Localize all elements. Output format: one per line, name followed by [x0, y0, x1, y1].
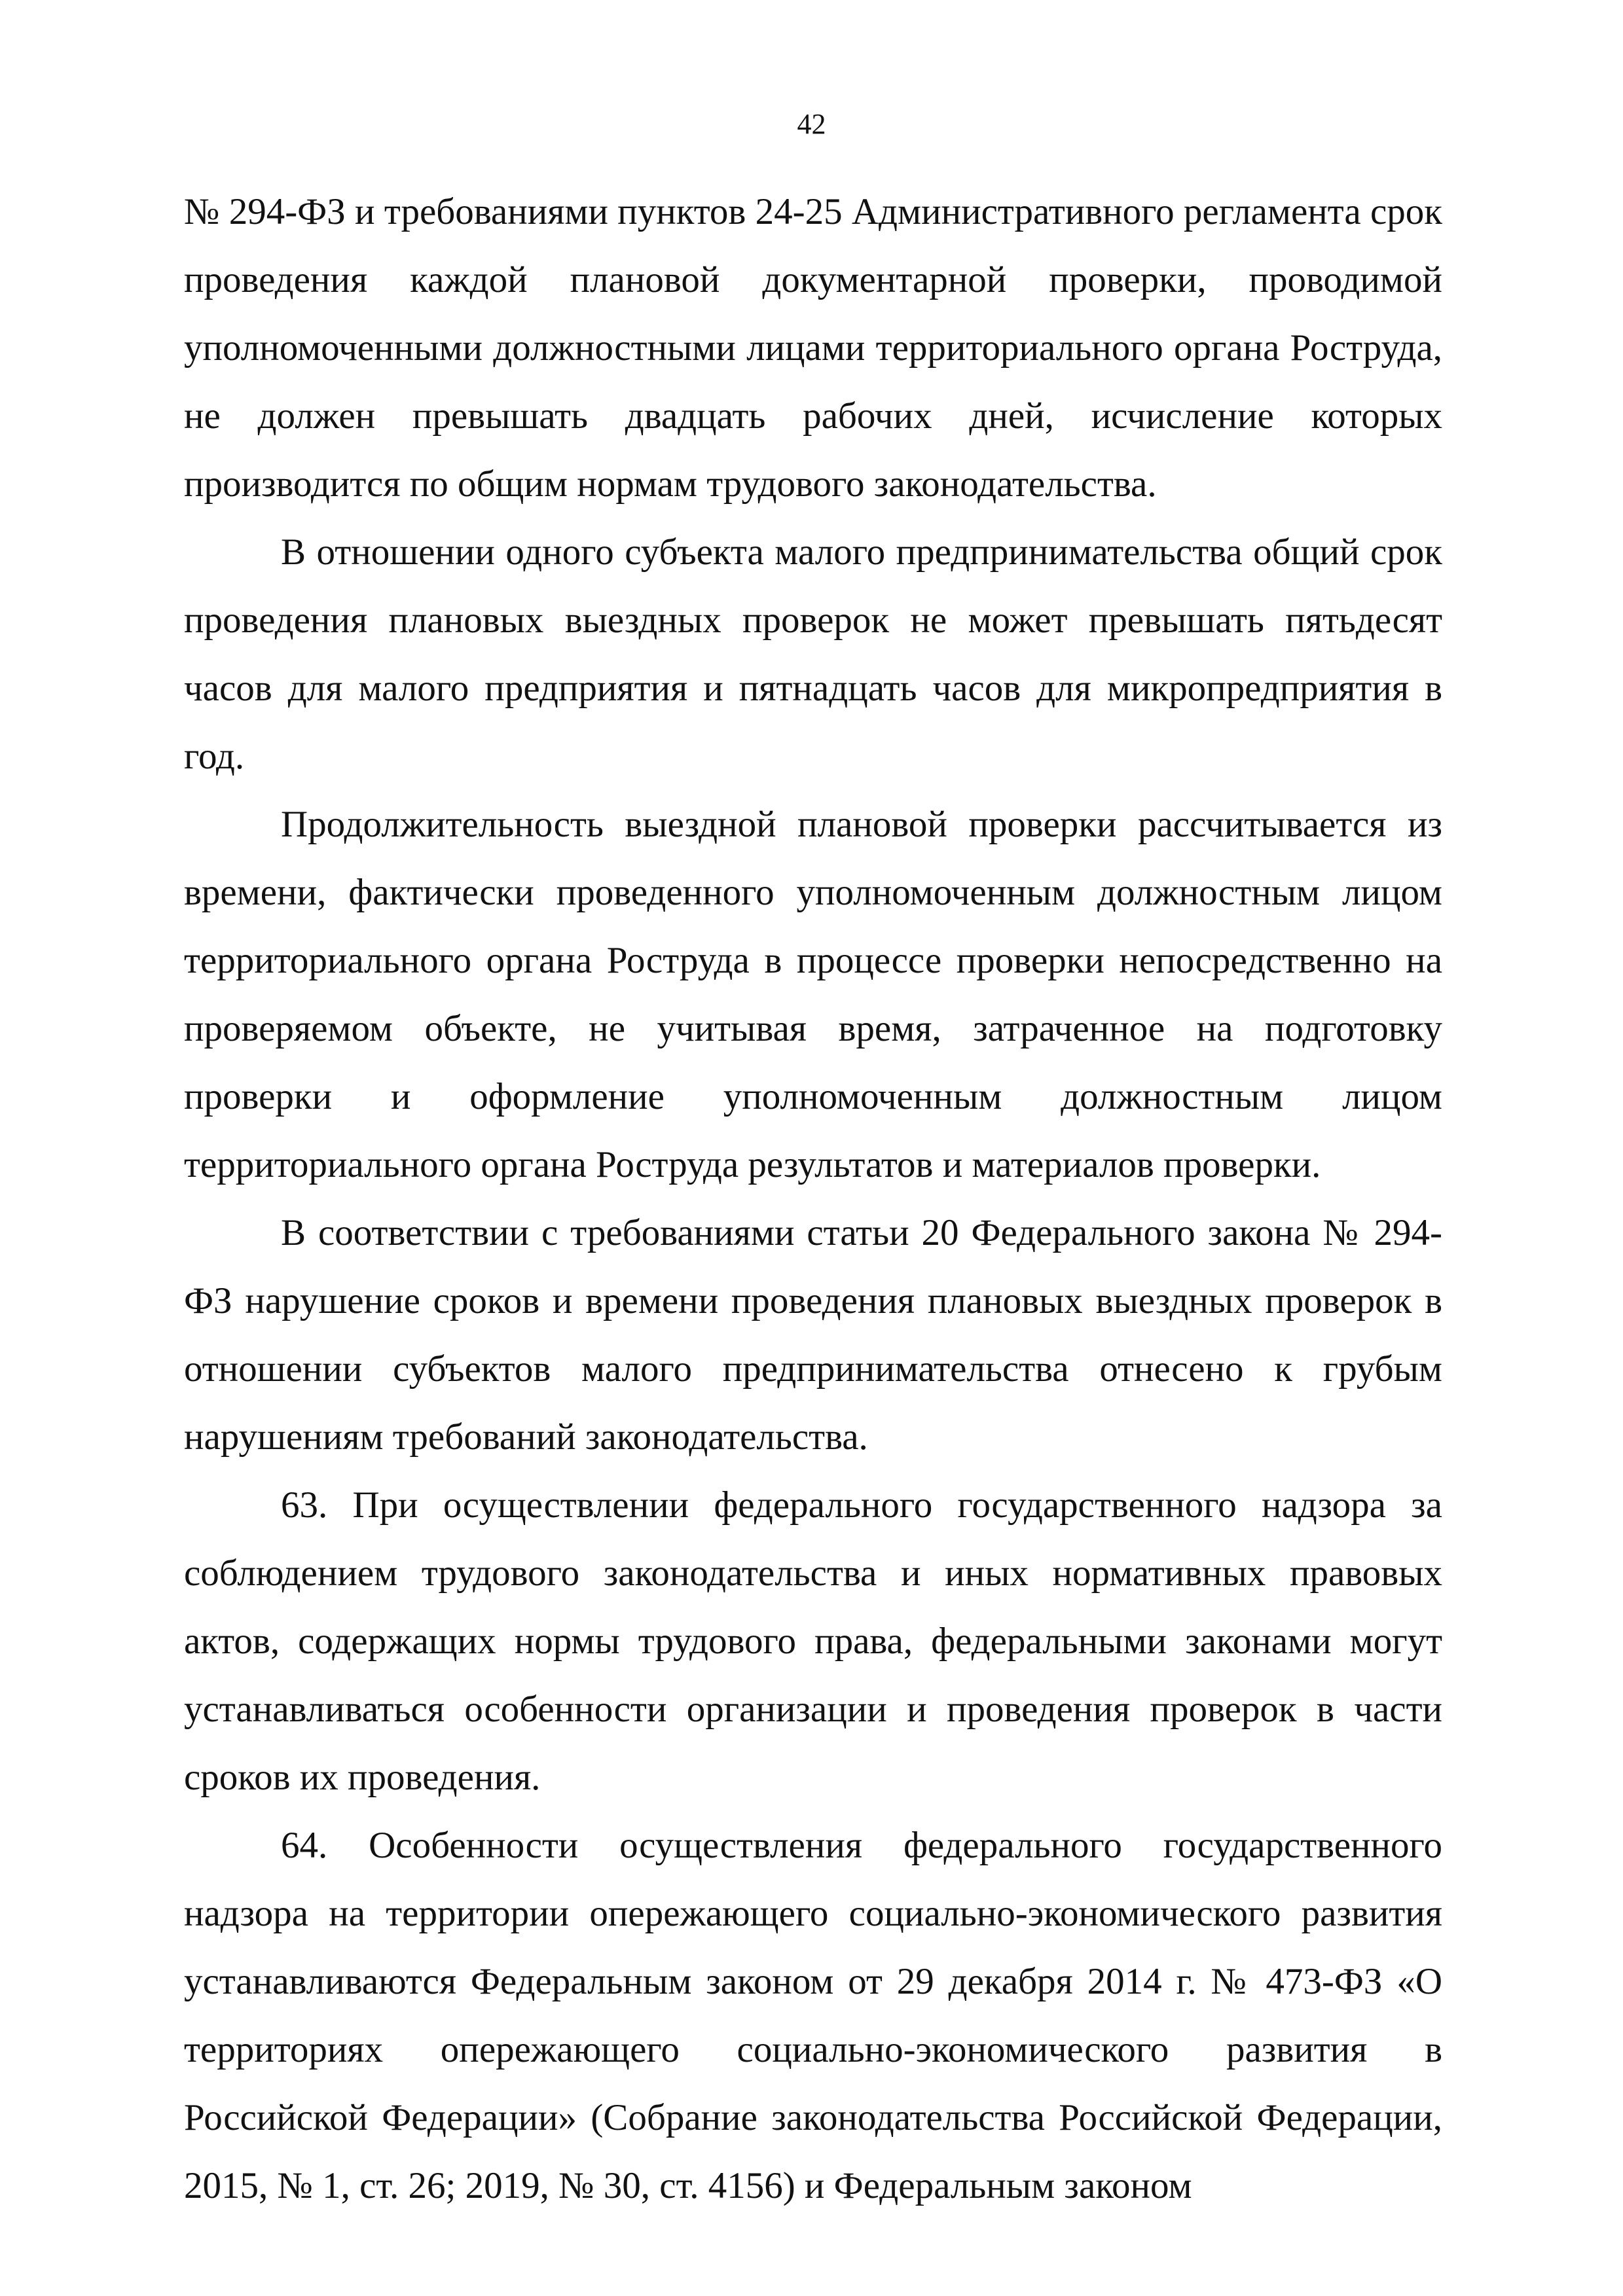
- page-number: 42: [797, 108, 826, 140]
- paragraph-continuation: № 294-ФЗ и требованиями пунктов 24-25 Административного регламента срок проведения каждой плановой документарной проверки, проводимой уполномоченными должностными лицами территориального органа Роструда, не должен превышать двадцать рабочих дней, исчисление которых производится по общим нормам трудового законодательства.: [184, 191, 1442, 505]
- paragraph-item-63: 63. При осуществлении федерального государственного надзора за соблюдением трудового законодательства и иных нормативных правовых актов, содержащих нормы трудового права, федеральными законами могут устанавливаться особенности организации и проведения проверок в части сроков их проведения.: [184, 1484, 1442, 1798]
- paragraph-small-business-limit: В отношении одного субъекта малого предпринимательства общий срок проведения плановых выездных проверок не может превышать пятьдесят часов для малого предприятия и пятнадцать часов для микропредприятия в год.: [184, 531, 1442, 777]
- paragraph-violation-terms: В соответствии с требованиями статьи 20 Федерального закона № 294-ФЗ нарушение сроков и времени проведения плановых выездных проверок в отношении субъектов малого предпринимательства отнесено к грубым нарушениям требований законодательства.: [184, 1212, 1442, 1458]
- document-body: [184, 178, 1442, 2220]
- paragraph-item-64: 64. Особенности осуществления федерального государственного надзора на территории опережающего социально-экономического развития устанавливаются Федеральным законом от 29 декабря 2014 г. № 473-ФЗ «О территориях опережающего социально-экономического развития в Российской Федерации» (Собрание законодательства Российской Федерации, 2015, № 1, ст. 26; 2019, № 30, ст. 4156) и Федеральным законом: [184, 1825, 1442, 2206]
- paragraph-inspection-duration: Продолжительность выездной плановой проверки рассчитывается из времени, фактически проведенного уполномоченным должностным лицом территориального органа Роструда в процессе проверки непосредственно на проверяемом объекте, не учитывая время, затраченное на подготовку проверки и оформление уполномоченным должностным лицом территориального органа Роструда результатов и материалов проверки.: [184, 804, 1442, 1185]
